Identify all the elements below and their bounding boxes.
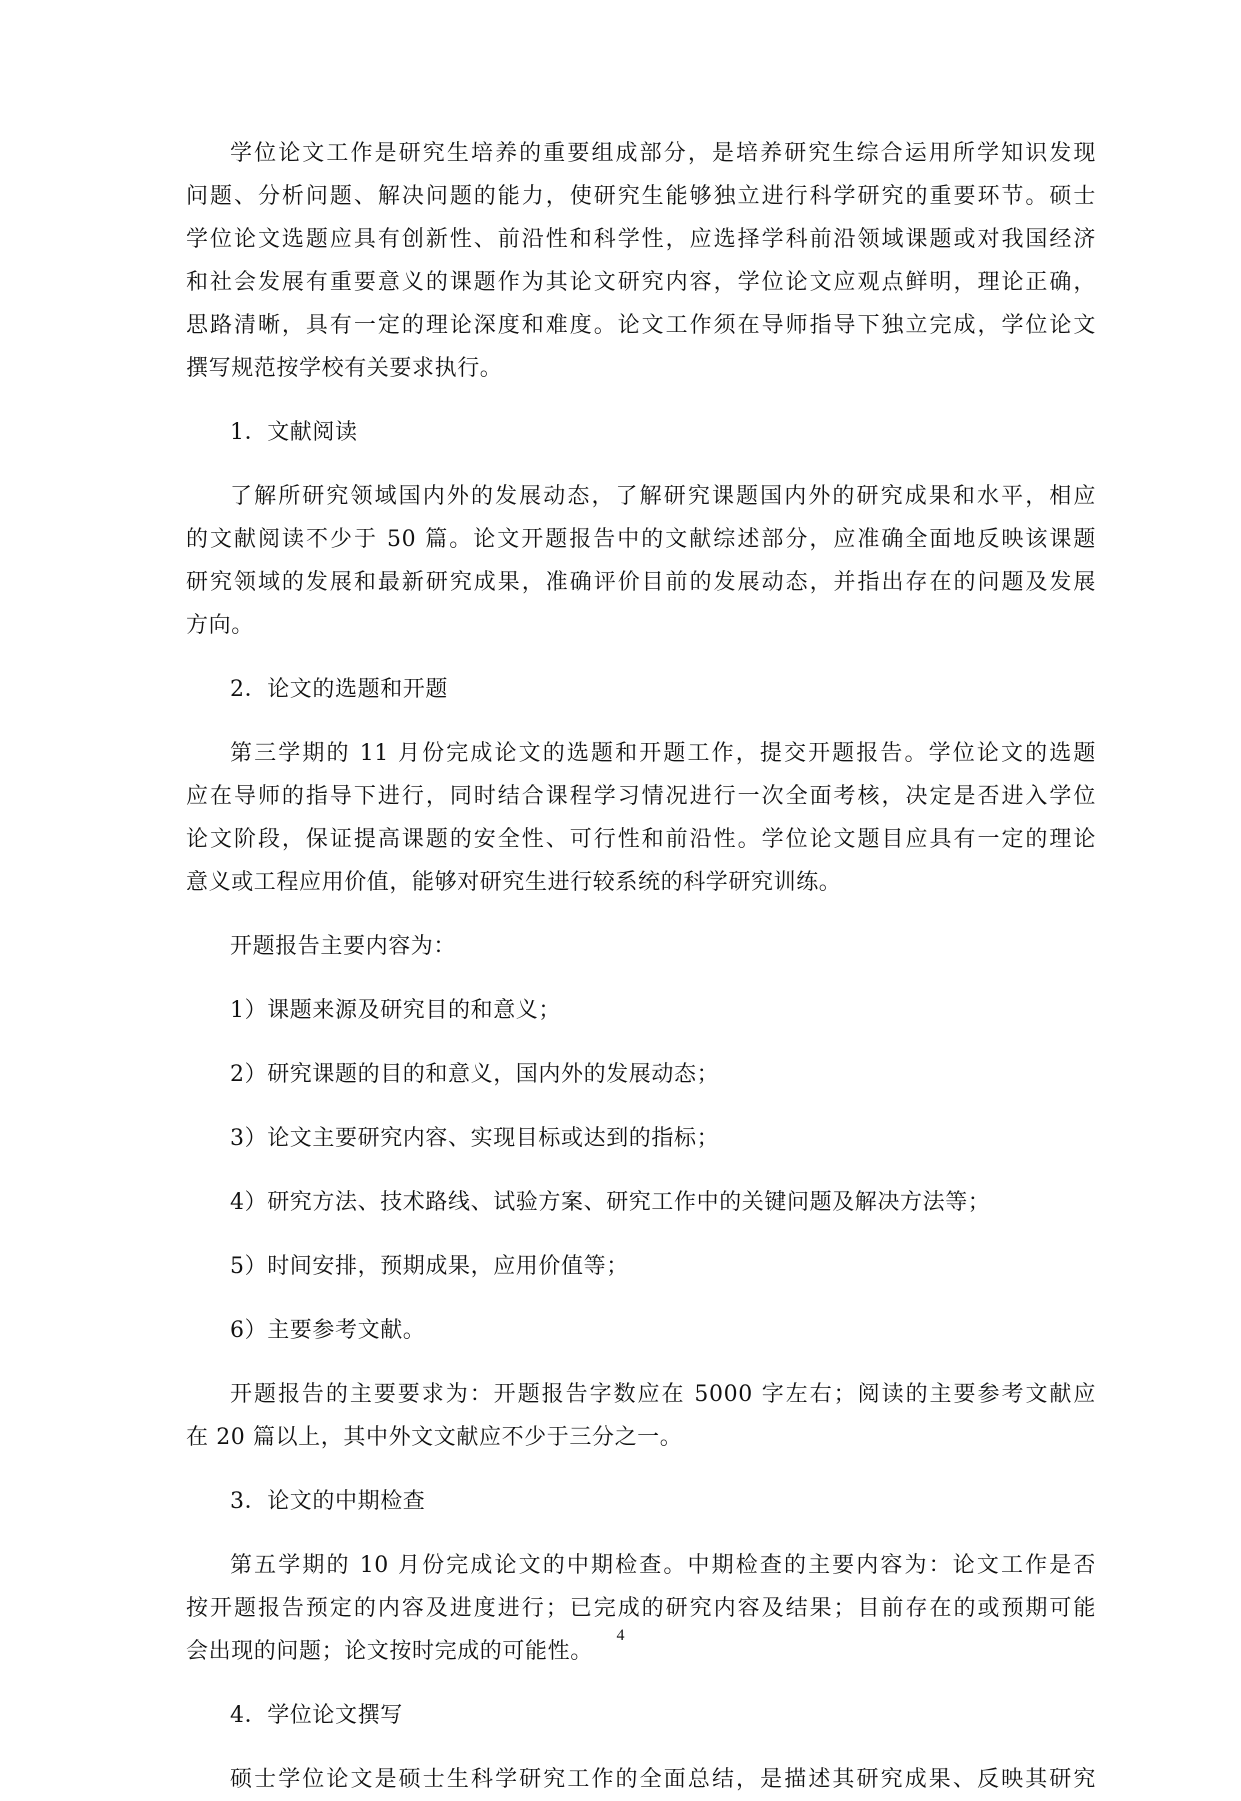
intro-paragraph — [186, 132, 1096, 390]
text-line: 开题报告的主要要求为：开题报告字数应在 5000 字左右；阅读的主要参考文献应 — [230, 1382, 1096, 1407]
requirements-paragraph — [186, 1373, 1096, 1459]
text-line: 论文阶段，保证提高课题的安全性、可行性和前沿性。学位论文题目应具有一定的理论 — [186, 827, 1096, 852]
list-item: 1）课题来源及研究目的和意义； — [230, 998, 561, 1023]
text-line: 的文献阅读不少于 50 篇。论文开题报告中的文献综述部分，应准确全面地反映该课题 — [186, 527, 1096, 552]
section-heading: 1．文献阅读 — [230, 420, 358, 445]
proposal-contents-list — [186, 989, 1096, 1352]
text-line: 学位论文工作是研究生培养的重要组成部分，是培养研究生综合运用所学知识发现 — [230, 141, 1096, 166]
section-heading: 2．论文的选题和开题 — [230, 677, 448, 702]
text-line: 应在导师的指导下进行，同时结合课程学习情况进行一次全面考核，决定是否进入学位 — [186, 784, 1096, 809]
list-item: 5）时间安排，预期成果，应用价值等； — [230, 1254, 629, 1279]
list-item: 4）研究方法、技术路线、试验方案、研究工作中的关键问题及解决方法等； — [230, 1190, 991, 1215]
text-line: 在 20 篇以上，其中外文文献应不少于三分之一。 — [186, 1425, 683, 1450]
page-number: 4 — [616, 1627, 625, 1644]
section-heading: 4．学位论文撰写 — [230, 1703, 403, 1728]
section-3-paragraph — [186, 1544, 1096, 1673]
list-item: 6）主要参考文献。 — [230, 1318, 426, 1343]
text-line: 硕士学位论文是硕士生科学研究工作的全面总结，是描述其研究成果、反映其研究 — [230, 1767, 1096, 1792]
text-line: 研究领域的发展和最新研究成果，准确评价目前的发展动态，并指出存在的问题及发展 — [186, 570, 1096, 595]
list-intro: 开题报告主要内容为： — [230, 934, 457, 959]
text-line: 第五学期的 10 月份完成论文的中期检查。中期检查的主要内容为：论文工作是否 — [230, 1553, 1096, 1578]
section-4-paragraph — [186, 1758, 1096, 1801]
text-line: 意义或工程应用价值，能够对研究生进行较系统的科学研究训练。 — [186, 870, 842, 895]
page-body — [186, 132, 1096, 1801]
text-line: 了解所研究领域国内外的发展动态，了解研究课题国内外的研究成果和水平，相应 — [230, 484, 1096, 509]
text-line: 学位论文选题应具有创新性、前沿性和科学性，应选择学科前沿领域课题或对我国经济 — [186, 227, 1096, 252]
text-line: 会出现的问题；论文按时完成的可能性。 — [186, 1639, 593, 1664]
text-line: 思路清晰，具有一定的理论深度和难度。论文工作须在导师指导下独立完成，学位论文 — [186, 313, 1096, 338]
section-1-paragraph — [186, 475, 1096, 647]
text-line: 方向。 — [186, 613, 254, 638]
section-heading: 3．论文的中期检查 — [230, 1489, 426, 1514]
text-line: 问题、分析问题、解决问题的能力，使研究生能够独立进行科学研究的重要环节。硕士 — [186, 184, 1096, 209]
text-line: 撰写规范按学校有关要求执行。 — [186, 356, 503, 381]
section-2-paragraph — [186, 732, 1096, 904]
list-item: 2）研究课题的目的和意义，国内外的发展动态； — [230, 1062, 720, 1087]
text-line: 和社会发展有重要意义的课题作为其论文研究内容，学位论文应观点鲜明，理论正确， — [186, 270, 1096, 295]
text-line: 按开题报告预定的内容及进度进行；已完成的研究内容及结果；目前存在的或预期可能 — [186, 1596, 1096, 1621]
list-item: 3）论文主要研究内容、实现目标或达到的指标； — [230, 1126, 720, 1151]
text-line: 第三学期的 11 月份完成论文的选题和开题工作，提交开题报告。学位论文的选题 — [230, 741, 1096, 766]
